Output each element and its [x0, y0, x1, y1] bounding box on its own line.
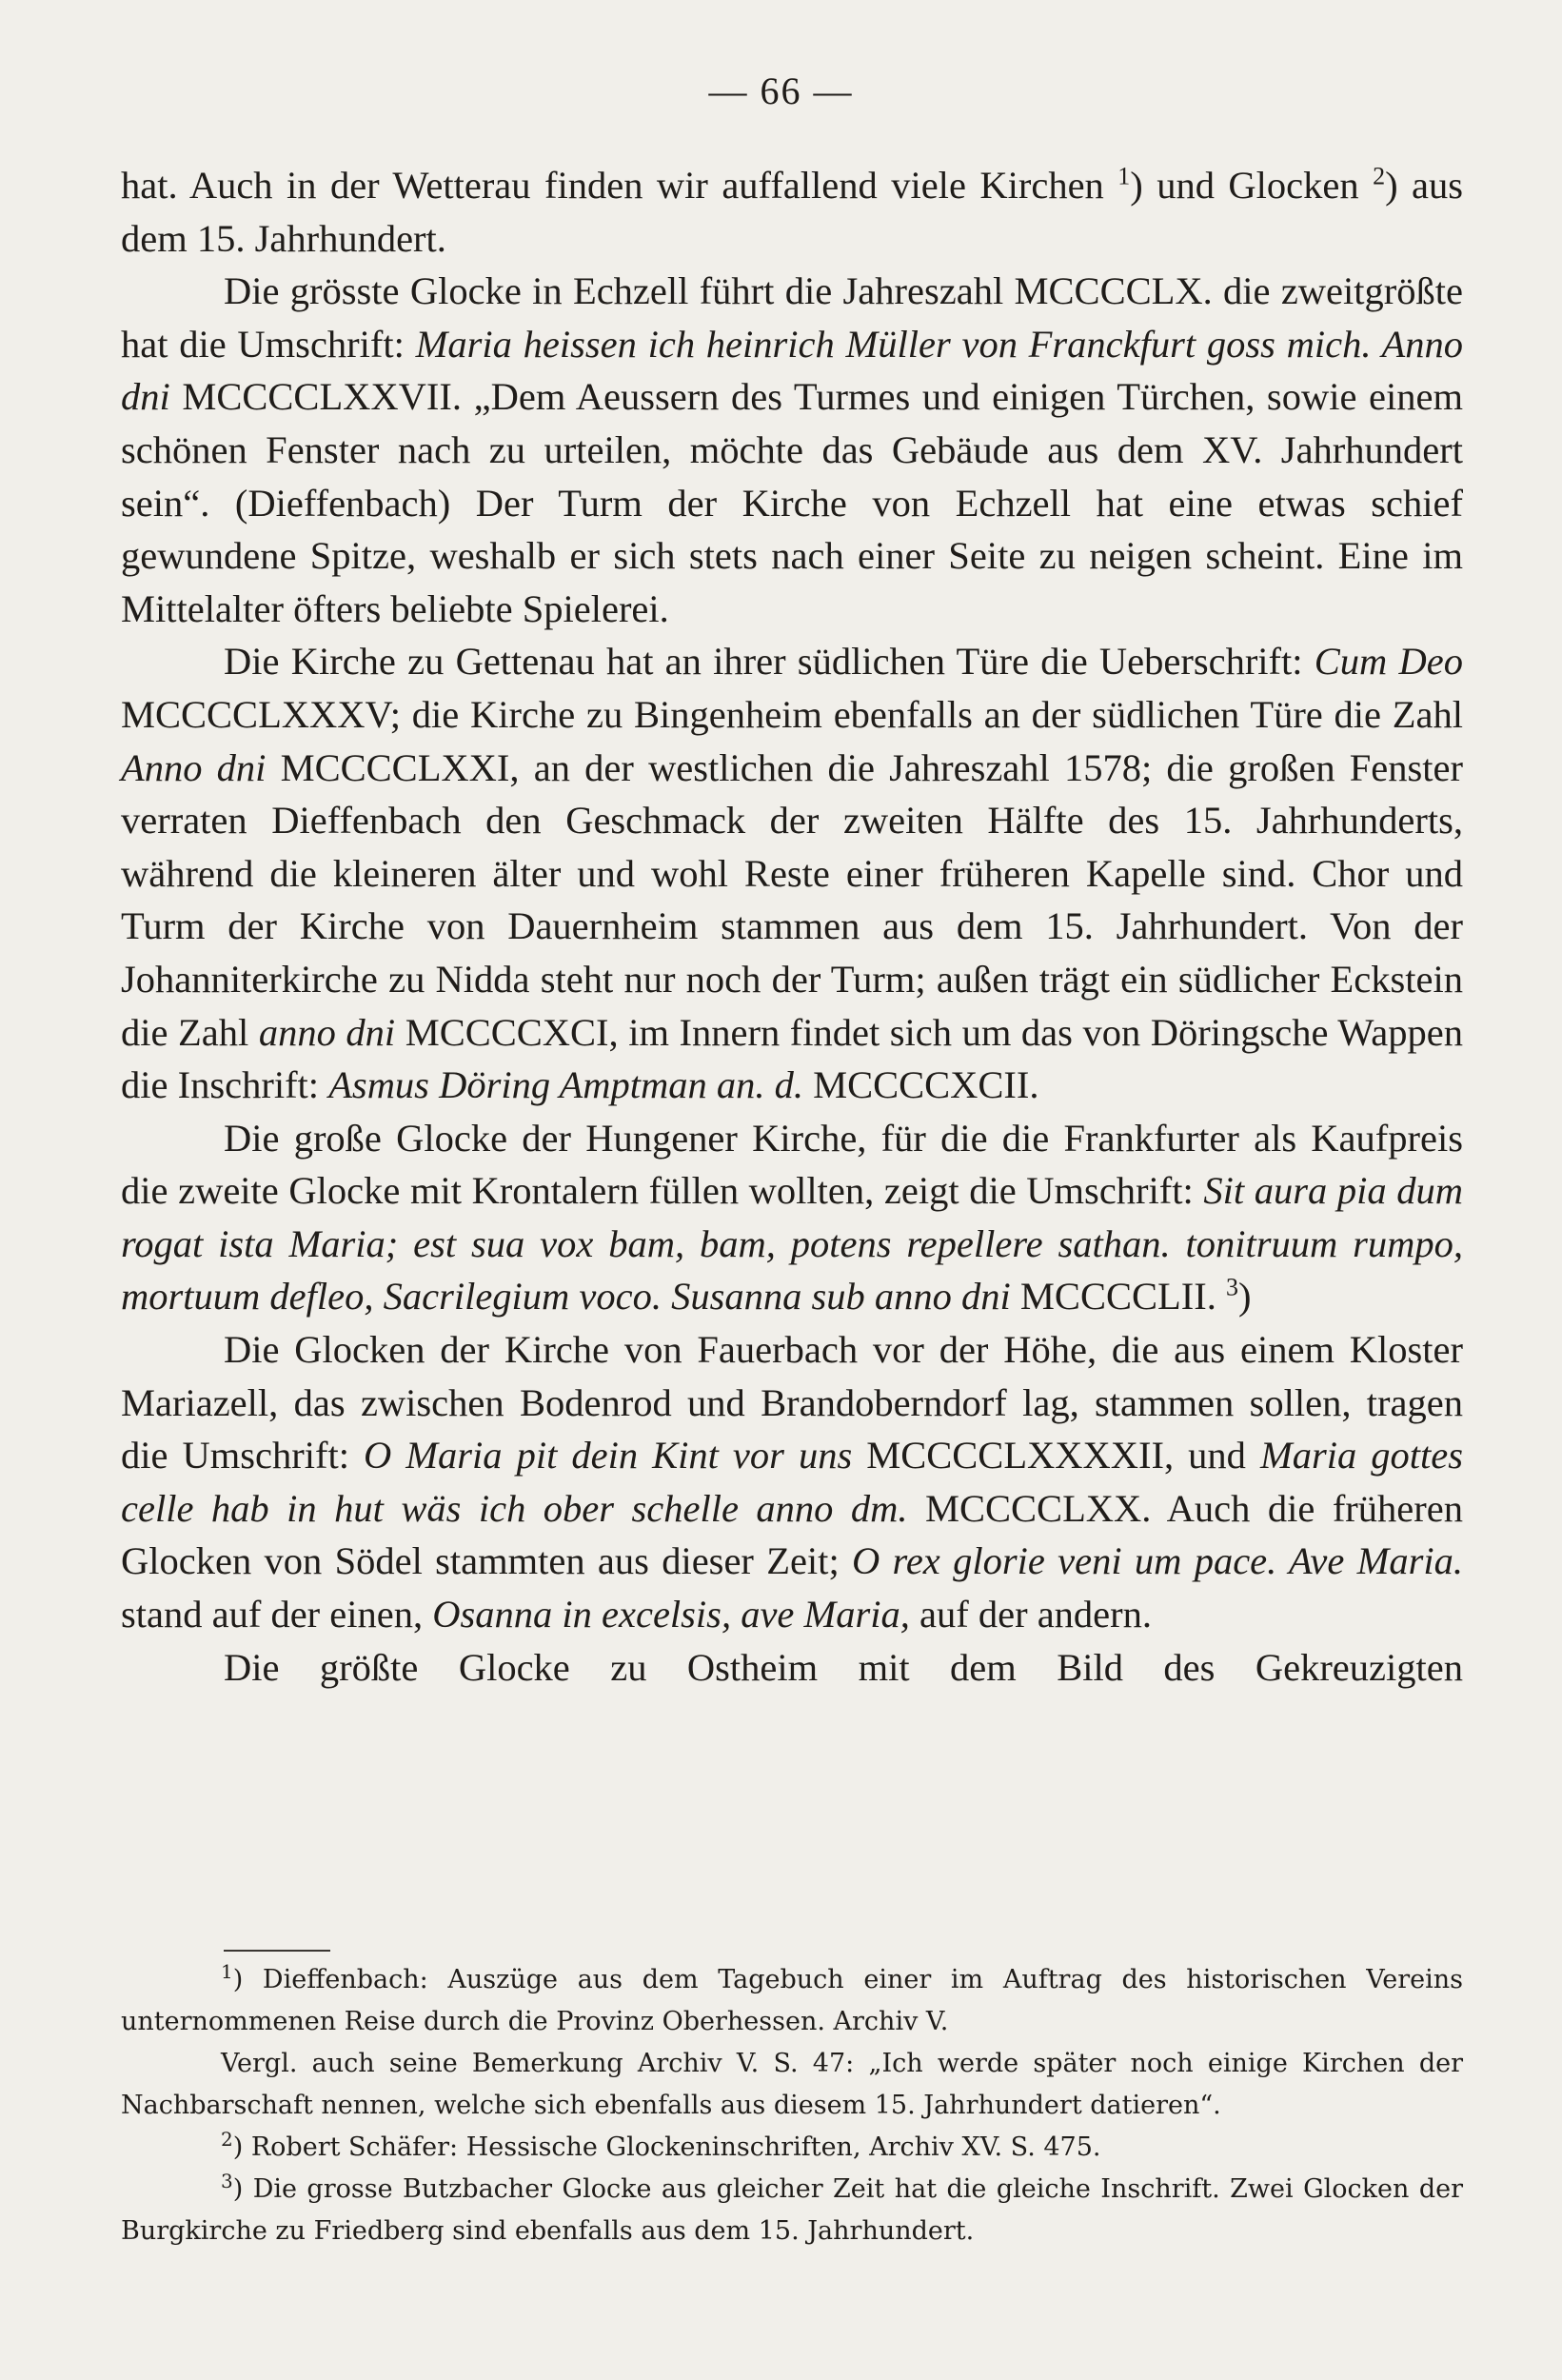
- text-run: ) und Glocken: [1130, 164, 1374, 207]
- text-run: MCCCCXCII.: [802, 1063, 1039, 1107]
- footnote-reference: 1: [1117, 162, 1131, 190]
- footnote-reference: 3: [1225, 1273, 1238, 1301]
- footnote-text: ) Die grosse Butzbacher Glocke aus gleicher Zeit hat die gleiche Inschrift. Zwei Glocken der Burgkirche zu Friedberg sind ebenfalls aus dem 15. Jahrhundert.: [121, 2174, 1463, 2246]
- paragraph: [121, 635, 1463, 1111]
- footnote: [121, 2127, 1463, 2169]
- italic-inscription: Anno dni: [121, 745, 267, 789]
- text-run: Die Glocken der Kirche von Fauerbach vor der Höhe, die aus einem Kloster Mariazell, das zwischen Bodenrod und Brandoberndorf lag, stammen sollen, tragen die Umschrift:: [121, 1328, 1463, 1478]
- paragraph: [121, 1641, 1463, 1695]
- paragraph: [121, 159, 1463, 265]
- text-run: MCCCCXCI, im Innern findet sich um das von Döringsche Wappen die Inschrift:: [121, 1010, 1463, 1107]
- paragraph: [121, 265, 1463, 635]
- text-run: MCCCCLXXI, an der westlichen die Jahreszahl 1578; die großen Fenster verraten Dieffenbach den Geschmack der zweiten Hälfte des 15. Jahrhunderts, während die kleineren älter und wohl Reste einer früheren Kapelle sind. Chor und Turm der Kirche von Dauernheim stammen aus dem 15. Jahrhundert. Von der Johanniterkirche zu Nidda steht nur noch der Turm; außen trägt ein südlicher Eckstein die Zahl: [121, 745, 1463, 1054]
- footnote-text: ) Dieffenbach: Auszüge aus dem Tagebuch einer im Auftrag des historischen Vereins unternommenen Reise durch die Provinz Oberhessen. Archiv V.: [121, 1965, 1463, 2036]
- footnote-text: Vergl. auch seine Bemerkung Archiv V. S. 47: „Ich werde später noch einige Kirchen der Nachbarschaft nennen, welche sich ebenfalls aus diesem 15. Jahrhundert datieren“.: [121, 2049, 1463, 2120]
- footnote: [121, 2043, 1463, 2127]
- text-run: auf der andern.: [909, 1593, 1153, 1636]
- footnote-reference: 2: [1373, 162, 1386, 190]
- page-number: — 66 —: [708, 69, 854, 112]
- text-run: Die Kirche zu Gettenau hat an ihrer südlichen Türe die Ueberschrift:: [224, 640, 1315, 684]
- footnote-rule: [224, 1950, 330, 1952]
- footnote: [121, 2169, 1463, 2252]
- text-run: MCCCCLXXXV; die Kirche zu Bingenheim ebenfalls an der südlichen Türe die Zahl: [121, 692, 1463, 736]
- text-run: MCCCCLII.: [1010, 1275, 1226, 1319]
- text-run: Die grösste Glocke in Echzell führt die Jahreszahl MCCCCLX. die zweitgrößte hat die Umschrift:: [121, 269, 1463, 366]
- text-run: hat. Auch in der Wetterau finden wir auffallend viele Kirchen: [121, 164, 1118, 207]
- italic-inscription: Maria gottes celle hab in hut wäs ich ober schelle anno dm.: [121, 1434, 1463, 1530]
- text-run: Die größte Glocke zu Ostheim mit dem Bild des Gekreuzigten: [224, 1645, 1463, 1689]
- text-run: MCCCCLXXXXII, und: [852, 1434, 1260, 1478]
- body-text: [121, 159, 1463, 1694]
- text-run: Die große Glocke der Hungener Kirche, für die die Frankfurter als Kaufpreis die zweite Glocke mit Krontalern füllen wollten, zeigt die Umschrift:: [121, 1116, 1463, 1213]
- paragraph: [121, 1112, 1463, 1323]
- paragraph: [121, 1323, 1463, 1641]
- footnote-number: 3: [221, 2170, 233, 2192]
- text-run: ): [1237, 1275, 1252, 1319]
- italic-inscription: Osanna in excelsis, ave Maria,: [432, 1593, 910, 1636]
- italic-inscription: Maria heissen ich heinrich Müller von Franckfurt goss mich. Anno dni: [121, 322, 1463, 419]
- italic-inscription: Cum Deo: [1314, 640, 1463, 684]
- text-run: MCCCCLXXVII. „Dem Aeussern des Turmes und einigen Türchen, sowie einem schönen Fenster nach zu urteilen, möchte das Gebäude aus dem XV. Jahrhundert sein“. (Dieffenbach) Der Turm der Kirche von Echzell hat eine etwas schief gewundene Spitze, weshalb er sich stets nach einer Seite zu neigen scheint. Eine im Mittelalter öfters beliebte Spielerei.: [121, 375, 1463, 630]
- footnote: [121, 1959, 1463, 2043]
- text-run: MCCCCLXX. Auch die früheren Glocken von Södel stammten aus dieser Zeit;: [121, 1486, 1463, 1583]
- italic-inscription: O rex glorie veni um pace. Ave Maria.: [852, 1539, 1463, 1583]
- text-run: ) aus dem 15. Jahrhundert.: [121, 164, 1463, 260]
- text-run: stand auf der einen,: [121, 1593, 433, 1636]
- footnotes: [121, 1959, 1463, 2252]
- italic-inscription: Sit aura pia dum rogat ista Maria; est sua vox bam, bam, potens repellere sathan. tonitruum rumpo, mortuum defleo, Sacrilegium voco. Susanna sub anno dni: [121, 1169, 1463, 1319]
- footnote-number: 1: [221, 1960, 233, 1983]
- italic-inscription: anno dni: [258, 1010, 396, 1054]
- footnote-number: 2: [221, 2128, 233, 2151]
- italic-inscription: Asmus Döring Amptman an. d.: [328, 1063, 803, 1107]
- italic-inscription: O Maria pit dein Kint vor uns: [364, 1434, 853, 1478]
- footnote-text: ) Robert Schäfer: Hessische Glockeninschriften, Archiv XV. S. 475.: [232, 2132, 1101, 2162]
